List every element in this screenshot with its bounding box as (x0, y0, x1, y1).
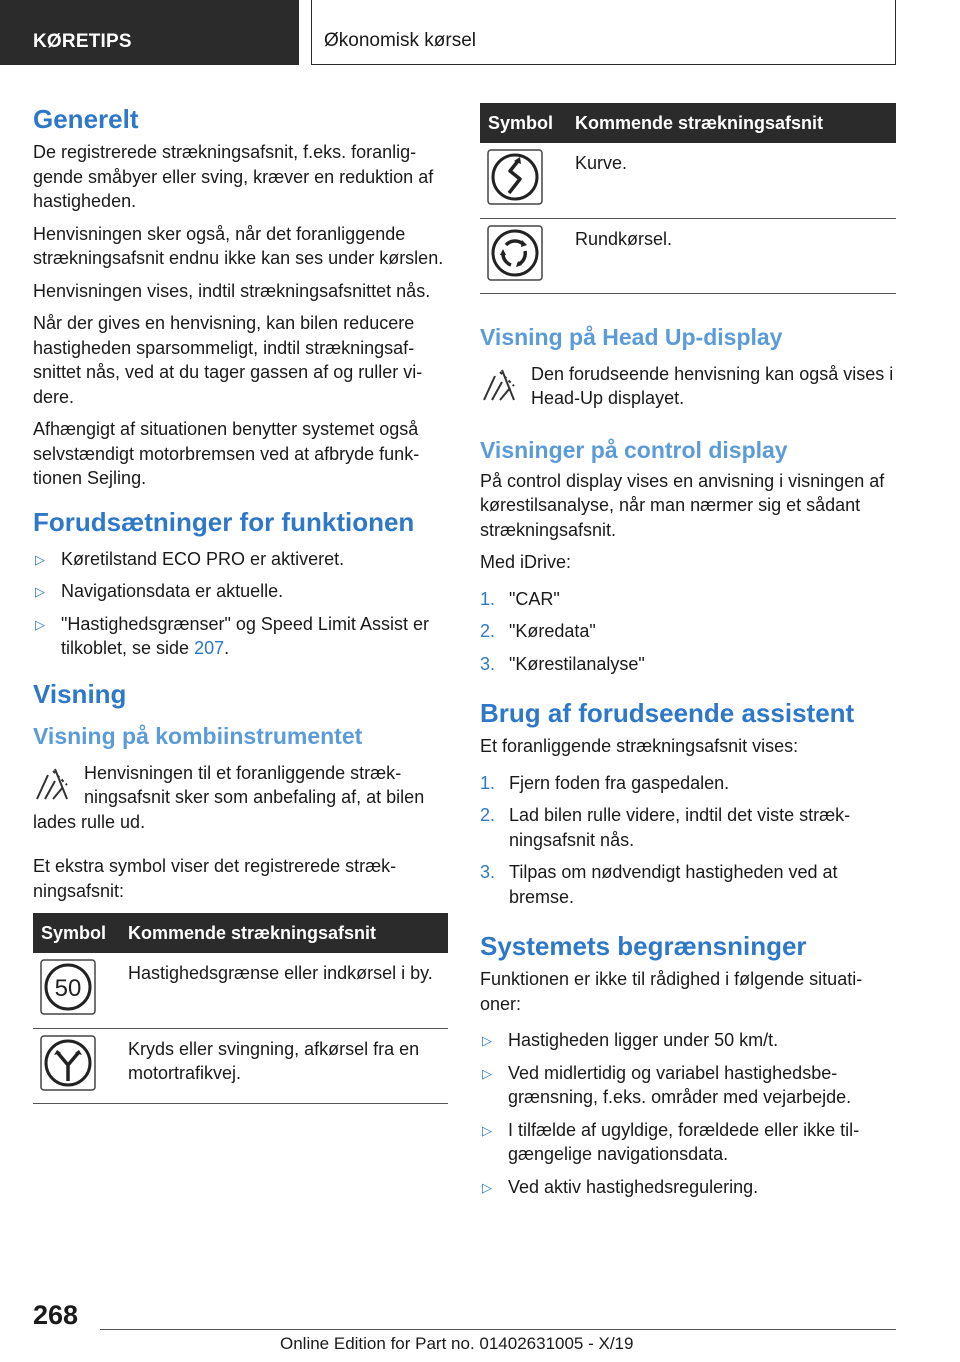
paragraph: På control display vises en anvisning i visningen af kørestilsanalyse, når man nærmer sig et sådant strækningsafsnit. (480, 470, 885, 540)
table-row (480, 218, 896, 293)
curve-icon (487, 149, 543, 205)
bullet-triangle-icon: ▷ (482, 1065, 492, 1081)
table-header-section: Kommende strækningsafsnit (567, 103, 896, 143)
paragraph: Funktionen er ikke til rådighed i følgende situationer: (480, 969, 863, 1014)
road-icon (480, 366, 518, 404)
list-item: 2. Lad bilen rulle videre, indtil det viste strækningsafsnit nås. (480, 805, 851, 850)
symbol-table-left (33, 913, 448, 1104)
junction-icon (40, 1035, 96, 1091)
heading-generelt: Generelt (33, 104, 139, 134)
list-item: 3. Tilpas om nødvendigt hastigheden ved at bremse. (480, 862, 838, 907)
paragraph: Et ekstra symbol viser det registrerede strækningsafsnit: (33, 856, 397, 901)
table-header-section: Kommende strækningsafsnit (120, 913, 448, 953)
heading-control-display: Visninger på control display (480, 436, 788, 463)
left-column (33, 100, 448, 1120)
table-cell: Rundkørsel. (567, 218, 896, 293)
list-item: ▷ I tilfælde af ugyldige, forældede eller ikke tilgængelige navigationsdata. (482, 1119, 860, 1164)
paragraph: De registrerede strækningsafsnit, f.eks. foranliggende småbyer eller sving, kræver en reduktion af hastigheden. (33, 142, 434, 211)
svg-text:50: 50 (54, 975, 82, 1002)
symbol-table-right (480, 103, 896, 294)
bullet-triangle-icon: ▷ (482, 1122, 492, 1138)
list-item: 2. "Køredata" (480, 621, 596, 641)
edition-text: Online Edition for Part no. 01402631005 - X/19 (280, 1334, 634, 1353)
heading-brug: Brug af forudseende assistent (480, 698, 855, 728)
list-item: ▷ Ved aktiv hastighedsregulering. (480, 1175, 896, 1200)
speed-limit-50-icon (40, 959, 96, 1015)
list-item: ▷ Navigationsdata er aktuelle. (33, 579, 448, 604)
heading-begraensninger: Systemets begrænsninger (480, 931, 807, 961)
table-header-symbol: Symbol (33, 913, 120, 953)
bullet-triangle-icon: ▷ (35, 584, 45, 599)
paragraph: Når der gives en henvisning, kan bilen reducere hastigheden sparsommeligt, indtil strækningsafsnittet nås, ved at du tager gassen af og ruller videre. (33, 313, 423, 407)
usage-steps (480, 771, 896, 910)
bullet-triangle-icon: ▷ (482, 1033, 492, 1048)
note-with-road-icon: Den forudseende henvisning kan også vises i Head-Up displayet. (480, 362, 896, 411)
list-item: ▷ Hastigheden ligger under 50 km/t. (480, 1028, 896, 1053)
note-with-road-icon: Henvisningen til et foranliggende strækningsafsnit sker som anbefaling af, at bilen lades rulle ud. (33, 762, 425, 832)
chapter-tab (311, 0, 896, 65)
heading-visning: Visning (33, 678, 127, 709)
heading-forudsaetninger: Forudsætninger for funktionen (33, 506, 415, 537)
table-cell: Kryds eller svingning, afkørsel fra en motortrafikvej. (120, 1028, 448, 1103)
table-row (33, 953, 448, 1028)
idrive-steps (480, 587, 896, 677)
list-item: ▷ "Hastighedsgrænser" og Speed Limit Assist er tilkoblet, se side 207. (35, 613, 429, 658)
table-cell: Hastighedsgrænse eller indkørsel i by. (120, 953, 448, 1028)
section-tab (0, 0, 299, 65)
road-icon (33, 765, 71, 803)
bullet-triangle-icon: ▷ (35, 551, 45, 567)
list-item: ▷ Køretilstand ECO PRO er aktiveret. (33, 547, 448, 572)
list-item: 1. Fjern foden fra gaspedalen. (480, 772, 730, 793)
section-title: KØRETIPS (33, 31, 132, 52)
paragraph: Henvisningen sker også, når det foranliggende strækningsafsnit endnu ikke kan ses under kørslen. (33, 223, 444, 268)
limitation-list (480, 1028, 896, 1199)
table-row (33, 1028, 448, 1103)
list-item: 3. "Kørestilanalyse" (480, 653, 645, 674)
paragraph: Med iDrive: (480, 552, 572, 572)
paragraph: Afhængigt af situationen benytter systemet også selvstændigt motorbremsen ved at afbryde funktionen Sejling. (33, 419, 420, 488)
prerequisite-list (33, 547, 448, 661)
footer-divider (100, 1329, 896, 1330)
table-row (480, 143, 896, 218)
page-reference-link[interactable]: 207 (194, 638, 225, 658)
heading-kombiinstrument: Visning på kombiinstrumentet (33, 722, 363, 749)
page-number: 268 (33, 1300, 79, 1330)
roundabout-icon (487, 225, 543, 281)
list-item: ▷ Ved midlertidig og variabel hastighedsbegrænsning, f.eks. områder med vejarbejde. (482, 1062, 852, 1107)
right-column (480, 103, 896, 1211)
heading-head-up-display: Visning på Head Up-display (480, 323, 783, 350)
table-header-symbol: Symbol (480, 103, 567, 143)
chapter-title: Økonomisk kørsel (324, 30, 477, 51)
table-cell: Kurve. (567, 143, 896, 218)
paragraph: Henvisningen vises, indtil strækningsafsnittet nås. (33, 280, 431, 301)
bullet-triangle-icon: ▷ (482, 1179, 492, 1195)
paragraph: Et foranliggende strækningsafsnit vises: (480, 736, 799, 756)
list-item: 1. "CAR" (480, 588, 560, 609)
bullet-triangle-icon: ▷ (35, 616, 45, 632)
